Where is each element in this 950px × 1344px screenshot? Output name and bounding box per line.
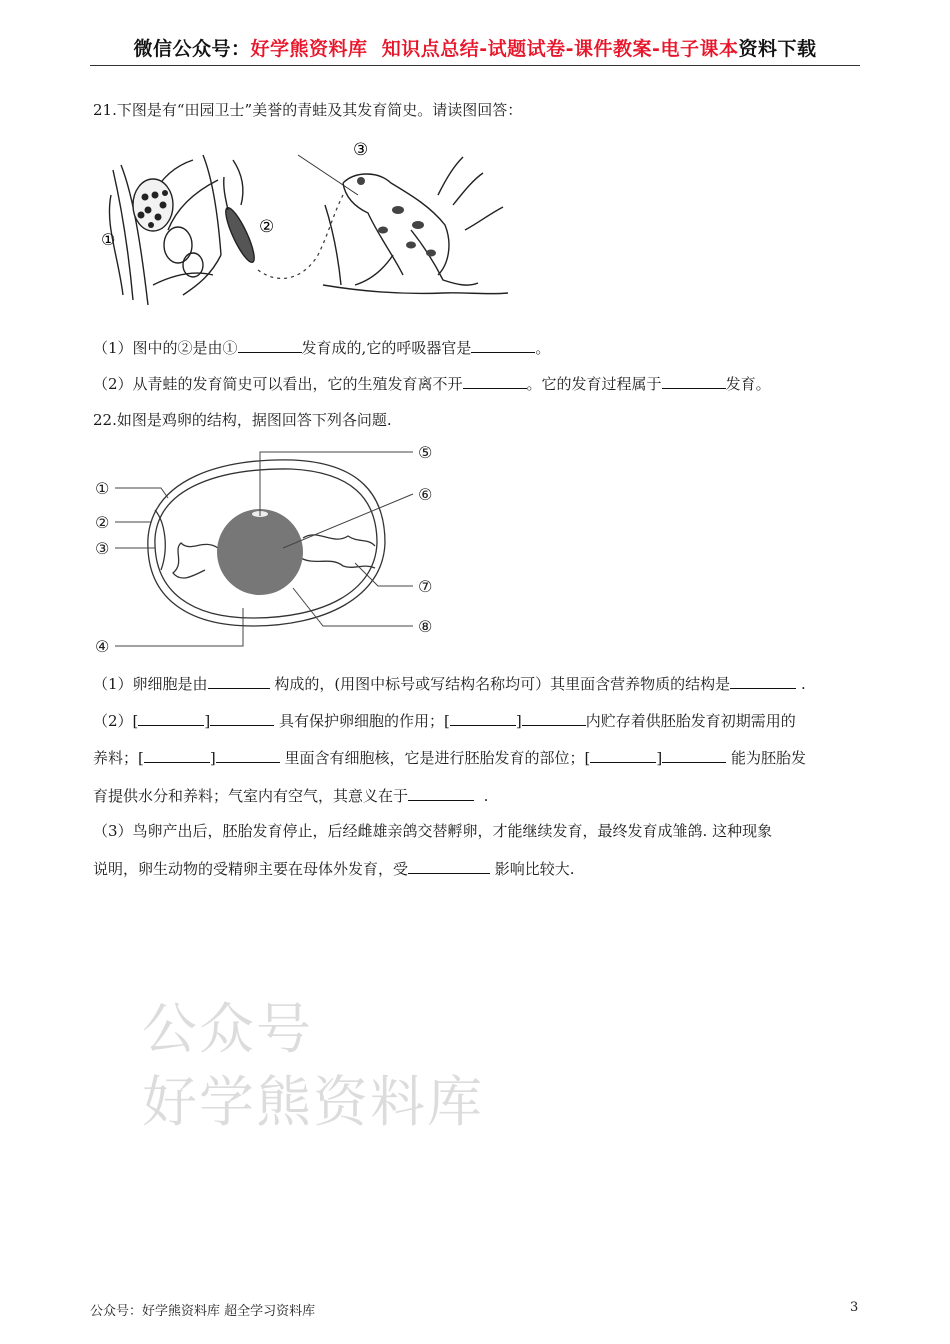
- q22-p2-line3-text-b: .: [483, 787, 489, 805]
- q21-p2-text-c: 发育。: [725, 375, 771, 393]
- q22-part2-line2: [93, 747, 806, 768]
- q21-p2-text-b: 。它的发育过程属于: [526, 375, 662, 393]
- q21-part2: [93, 373, 771, 394]
- q22-p3-text-c: 影响比较大.: [494, 860, 575, 878]
- footer-text: 公众号：好学熊资料库 超全学习资料库: [90, 1304, 316, 1319]
- q22-p3-text-b: 说明，卵生动物的受精卵主要在母体外发育，受: [93, 860, 409, 878]
- frog-label-2: ②: [259, 217, 275, 237]
- header-divider: [90, 65, 860, 66]
- frog-label-1: ①: [101, 230, 116, 249]
- q21-stem: 21.下图是有“田园卫士”美誉的青蛙及其发育简史。请读图回答：: [93, 101, 523, 119]
- answer-blank[interactable]: [730, 673, 796, 689]
- answer-blank[interactable]: [238, 337, 302, 353]
- q21-p2-text-a: （2）从青蛙的发育简史可以看出，它的生殖发育离不开: [93, 375, 463, 393]
- q22-p2-text-e: 内贮存着供胚胎发育初期需用的: [585, 712, 796, 730]
- q22-p2-line3-text-a: 育提供水分和养料；气室内有空气，其意义在于: [93, 787, 409, 805]
- frog-label-3: ③: [353, 140, 369, 160]
- egg-label-2: ②: [95, 513, 110, 532]
- q22-p2-line2-text-b: ]: [209, 749, 216, 767]
- q22-part1: [93, 673, 806, 694]
- answer-blank[interactable]: [408, 858, 490, 874]
- q22-part2-line1: [93, 710, 796, 731]
- header-topics: 知识点总结-试题试卷-课件教案-电子课本: [381, 38, 739, 60]
- answer-blank[interactable]: [522, 710, 586, 726]
- answer-blank[interactable]: [450, 710, 516, 726]
- q22-p2-text-b: ]: [204, 712, 211, 730]
- egg-label-7: ⑦: [418, 577, 433, 596]
- frog-development-figure: [93, 135, 513, 315]
- answer-blank[interactable]: [408, 785, 474, 801]
- q21-p1-text-c: 。: [535, 339, 551, 357]
- answer-blank[interactable]: [463, 373, 527, 389]
- q21-p1-text-b: 发育成的,它的呼吸器官是: [301, 339, 472, 357]
- q22-p1-text-a: （1）卵细胞是由: [93, 675, 208, 693]
- watermark-line1: 公众号: [142, 997, 314, 1061]
- egg-structure-figure: [93, 438, 453, 658]
- answer-blank[interactable]: [590, 747, 656, 763]
- answer-blank[interactable]: [138, 710, 204, 726]
- egg-label-1: ①: [95, 479, 110, 498]
- q22-p2-line2-text-e: 能为胚胎发: [731, 749, 807, 767]
- header-brand: 好学熊资料库: [250, 38, 368, 60]
- answer-blank[interactable]: [144, 747, 210, 763]
- egg-label-3: ③: [95, 539, 110, 558]
- answer-blank[interactable]: [662, 373, 726, 389]
- egg-label-6: ⑥: [418, 485, 433, 504]
- q21-p1-text-a: （1）图中的②是由①: [93, 339, 238, 357]
- page-number: 3: [850, 1300, 859, 1315]
- answer-blank[interactable]: [208, 673, 270, 689]
- q22-p1-text-c: .: [800, 675, 806, 693]
- q22-p2-line2-text-d: ]: [656, 749, 663, 767]
- q22-stem: 22.如图是鸡卵的结构，据图回答下列各问题.: [93, 411, 392, 429]
- egg-label-5: ⑤: [418, 443, 433, 462]
- q22-p2-text-c: 具有保护卵细胞的作用；[: [279, 712, 450, 730]
- q22-p2-text-a: （2）[: [93, 712, 139, 730]
- q22-p2-line2-text-a: 养料；[: [93, 749, 144, 767]
- q22-part3-line2: [93, 858, 575, 879]
- egg-label-4: ④: [95, 637, 110, 656]
- q22-part2-line3: [93, 785, 488, 806]
- egg-label-8: ⑧: [418, 617, 433, 636]
- q21-part1: [93, 337, 550, 358]
- q22-p1-text-b: 构成的，(用图中标号或写结构名称均可）其里面含营养物质的结构是: [274, 675, 731, 693]
- answer-blank[interactable]: [216, 747, 280, 763]
- header-prefix: 微信公众号：: [133, 38, 251, 60]
- q22-p2-text-d: ]: [515, 712, 522, 730]
- answer-blank[interactable]: [662, 747, 726, 763]
- q22-p2-line2-text-c: 里面含有细胞核，它是进行胚胎发育的部位；[: [284, 749, 591, 767]
- answer-blank[interactable]: [471, 337, 535, 353]
- page-header-banner: [90, 34, 860, 61]
- watermark-line2: 好学熊资料库: [142, 1070, 485, 1134]
- header-suffix: 资料下载: [738, 38, 817, 60]
- q22-part3-line1: （3）鸟卵产出后，胚胎发育停止，后经雌雄亲鸽交替孵卵，才能继续发育，最终发育成雏鸽. 这种现象: [93, 822, 773, 840]
- answer-blank[interactable]: [210, 710, 274, 726]
